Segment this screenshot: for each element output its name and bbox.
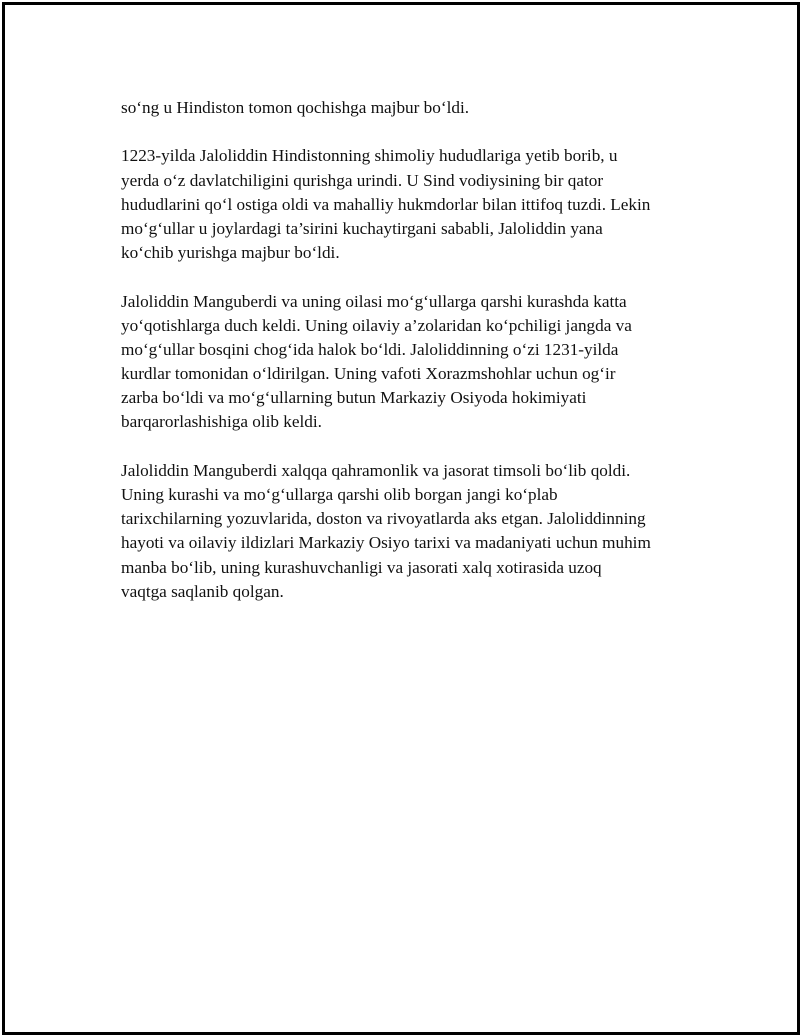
text-line: Uning kurashi va mo‘g‘ullarga qarshi olib borgan jangi ko‘plab bbox=[121, 485, 558, 504]
text-line: barqarorlashishiga olib keldi. bbox=[121, 412, 322, 432]
text-line: hayoti va oilaviy ildizlari Markaziy Osiyo tarixi va madaniyati uchun muhim bbox=[121, 533, 651, 553]
text-line: zarba bo‘ldi va mo‘g‘ullarning butun Markaziy Osiyoda hokimiyati bbox=[121, 388, 587, 408]
text-line: kurdlar tomonidan o‘ldirilgan. Uning vafoti Xorazmshohlar uchun og‘ir bbox=[121, 364, 616, 384]
text-line: yo‘qotishlarga duch keldi. Uning oilaviy a’zolaridan ko‘pchiligi jangda va bbox=[121, 315, 632, 335]
paragraph-4 bbox=[121, 459, 711, 604]
text-line: so‘ng u Hindiston tomon qochishga majbur bo‘ldi. bbox=[121, 98, 470, 117]
text-line: Jaloliddin Manguberdi xalqqa qahramonlik va jasorat timsoli bo‘lib qoldi. bbox=[121, 460, 631, 480]
text-line: hududlarini qo‘l ostiga oldi va mahalliy hukmdorlar bilan ittifoq tuzdi. Lekin bbox=[121, 194, 651, 214]
text-line: manba bo‘lib, uning kurashuvchanligi va jasorati xalq xotirasida uzoq bbox=[121, 557, 602, 577]
paragraph-2 bbox=[121, 144, 711, 265]
text-line: tarixchilarning yozuvlarida, doston va rivoyatlarda aks etgan. Jaloliddinning bbox=[121, 509, 646, 529]
page-frame bbox=[2, 2, 800, 1035]
text-line: mo‘g‘ullar u joylardagi ta’sirini kuchaytirgani sababli, Jaloliddin yana bbox=[121, 218, 603, 238]
paragraph-1 bbox=[121, 96, 711, 120]
text-line: ko‘chib yurishga majbur bo‘ldi. bbox=[121, 243, 340, 263]
text-line: mo‘g‘ullar bosqini chog‘ida halok bo‘ldi. Jaloliddinning o‘zi 1231-yilda bbox=[121, 339, 619, 359]
text-line: vaqtga saqlanib qolgan. bbox=[121, 581, 284, 601]
text-line: Jaloliddin Manguberdi va uning oilasi mo‘g‘ullarga qarshi kurashda katta bbox=[121, 291, 627, 311]
text-line: 1223-yilda Jaloliddin Hindistonning shimoliy hududlariga yetib borib, u bbox=[121, 146, 618, 166]
text-line: yerda o‘z davlatchiligini qurishga urindi. U Sind vodiysining bir qator bbox=[121, 170, 604, 190]
document-body bbox=[121, 96, 711, 628]
paragraph-3 bbox=[121, 290, 711, 435]
